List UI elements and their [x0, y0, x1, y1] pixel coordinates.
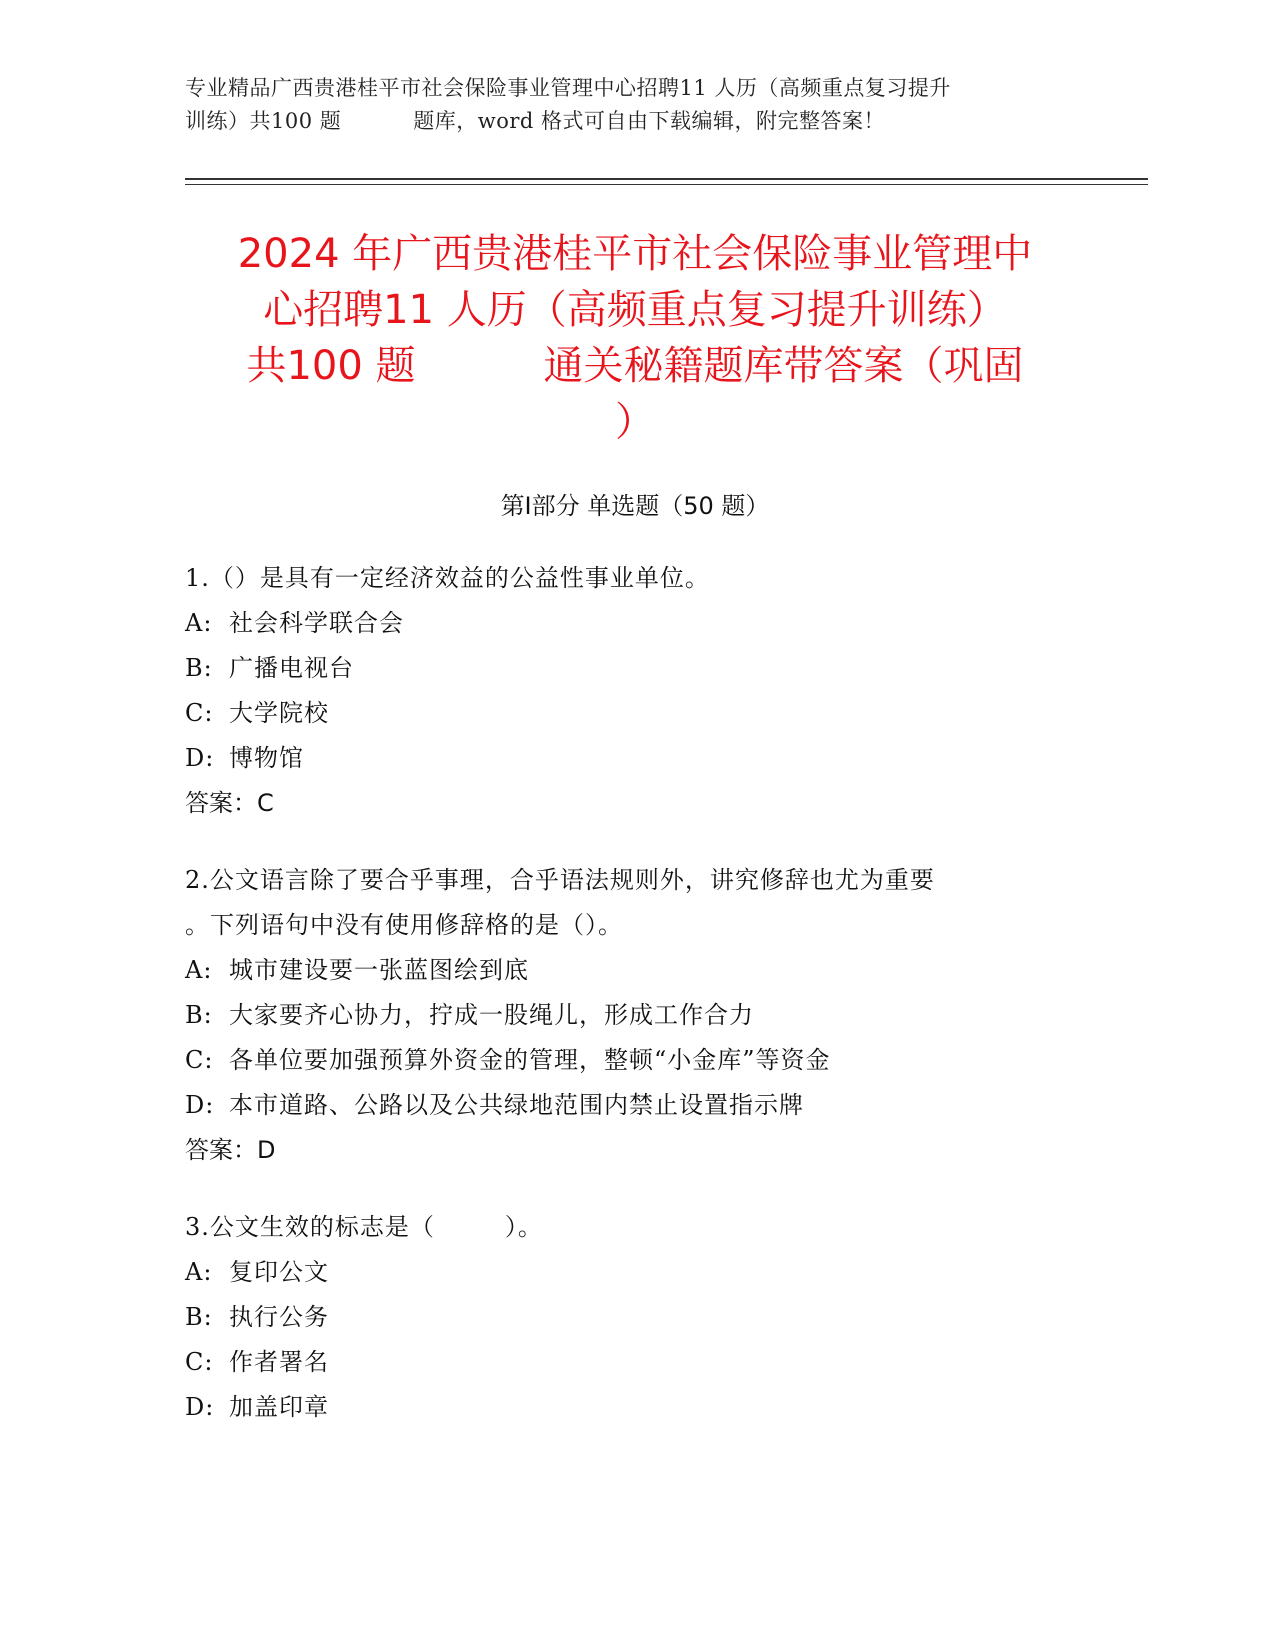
title-line-1: 2024 年广西贵港桂平市社会保险事业管理中 — [237, 231, 1033, 277]
question-3-stem-a: 3.公文生效的标志是（ — [185, 1213, 435, 1241]
header-note — [185, 72, 1085, 138]
question-3 — [185, 1205, 1105, 1430]
question-1 — [185, 556, 1105, 826]
option-key: C: — [185, 1348, 214, 1376]
header-note-line-1: 专业精品广西贵港桂平市社会保险事业管理中心招聘11 人历（高频重点复习提升 — [185, 76, 951, 100]
option-key: B: — [185, 1303, 213, 1331]
header-divider-thin — [185, 184, 1148, 185]
title-line-3b: 通关秘籍题库带答案（巩固 — [543, 343, 1024, 389]
header-note-line-2a: 训练）共100 题 — [185, 109, 342, 133]
question-3-option-c — [185, 1340, 1105, 1385]
title-line-4: ） — [615, 399, 655, 445]
option-key: D: — [185, 1393, 215, 1421]
option-key: D: — [185, 744, 215, 772]
option-text: 社会科学联合会 — [229, 609, 404, 637]
header-note-line-2 — [185, 105, 1085, 138]
option-text: 加盖印章 — [229, 1393, 329, 1421]
header-note-line-2b: 题库，word 格式可自由下载编辑，附完整答案！ — [413, 109, 886, 133]
option-text: 广播电视台 — [229, 654, 354, 682]
question-2-option-d — [185, 1083, 1105, 1128]
question-2-option-b — [185, 993, 1105, 1038]
question-1-option-b — [185, 646, 1105, 691]
option-text: 复印公文 — [229, 1258, 329, 1286]
question-1-answer: 答案：C — [185, 789, 274, 817]
option-text: 执行公务 — [229, 1303, 329, 1331]
question-2-option-c — [185, 1038, 1105, 1083]
title-line-3 — [185, 338, 1085, 394]
question-2-stem-line-1: 2.公文语言除了要合乎事理，合乎语法规则外，讲究修辞也尤为重要 — [185, 866, 935, 894]
question-3-stem-b: ）。 — [504, 1213, 543, 1241]
question-2-answer: 答案：D — [185, 1136, 276, 1164]
option-text: 大学院校 — [229, 699, 329, 727]
question-1-option-d — [185, 736, 1105, 781]
option-key: A: — [185, 1258, 213, 1286]
question-1-stem: 1.（）是具有一定经济效益的公益性事业单位。 — [185, 564, 710, 592]
option-text: 各单位要加强预算外资金的管理，整顿“小金库”等资金 — [229, 1046, 831, 1074]
option-text: 博物馆 — [229, 744, 304, 772]
question-2-stem-line-2: 。下列语句中没有使用修辞格的是（）。 — [185, 911, 623, 939]
option-text: 作者署名 — [229, 1348, 329, 1376]
option-key: D: — [185, 1091, 215, 1119]
document-title — [185, 226, 1085, 450]
option-key: B: — [185, 654, 213, 682]
option-text: 大家要齐心协力，拧成一股绳儿，形成工作合力 — [229, 1001, 754, 1029]
option-key: C: — [185, 699, 214, 727]
title-line-2: 心招聘11 人历（高频重点复习提升训练） — [263, 287, 1007, 333]
option-key: C: — [185, 1046, 214, 1074]
question-1-option-a — [185, 601, 1105, 646]
option-text: 城市建设要一张蓝图绘到底 — [229, 956, 529, 984]
option-key: A: — [185, 956, 213, 984]
question-3-option-d — [185, 1385, 1105, 1430]
section-heading: 第Ⅰ部分 单选题（50 题） — [500, 492, 770, 520]
question-3-stem — [185, 1205, 1105, 1250]
option-text: 本市道路、公路以及公共绿地范围内禁止设置指示牌 — [229, 1091, 804, 1119]
option-key: B: — [185, 1001, 213, 1029]
title-line-3a: 共100 题 — [246, 343, 416, 389]
option-key: A: — [185, 609, 213, 637]
question-3-option-b — [185, 1295, 1105, 1340]
question-2-option-a — [185, 948, 1105, 993]
question-2 — [185, 858, 1105, 1173]
question-3-option-a — [185, 1250, 1105, 1295]
header-divider-thick — [185, 178, 1148, 180]
question-1-option-c — [185, 691, 1105, 736]
